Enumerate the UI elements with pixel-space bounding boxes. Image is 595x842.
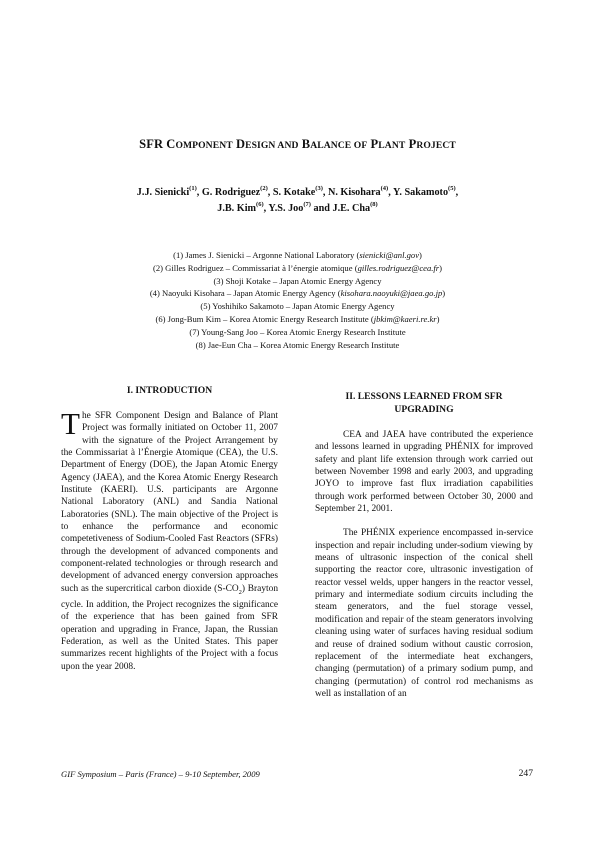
left-column — [61, 384, 278, 673]
affiliation-line: (5) Yoshihiko Sakamoto – Japan Atomic Energy Agency — [200, 301, 395, 312]
affiliation-line: (1) James J. Sienicki – Argonne National Laboratory (sienicki@anl.gov) — [173, 250, 422, 260]
author-name: Y. Sakamoto — [392, 187, 449, 198]
email-link[interactable]: sienicki@anl.gov — [359, 250, 420, 260]
section-heading: I. INTRODUCTION — [126, 385, 213, 396]
author-name: J.J. Sienicki — [136, 187, 190, 198]
author-name: J.E. Cha — [332, 202, 371, 214]
affiliation-line: (3) Shoji Kotake – Japan Atomic Energy Agency — [213, 275, 382, 286]
email-link[interactable]: jbkim@kaeri.re.kr — [373, 313, 437, 324]
author-list: J.J. Sienicki$^{(1)}$, G. Rodriguez$^{(2)}$, S. Kotake$^{(3)}$, N. Kisohara$^{(4)}$, Y. Sakamoto$^{(5)}$, J.B. Kim$^{(6)}$, Y.S. Joo$^{(7)}$ and J.E. Cha$^{(8)}$ — [136, 185, 459, 214]
author-affil-mark: (2) — [260, 185, 268, 192]
author-name: S. Kotake — [272, 187, 316, 198]
author-name: G. Rodriguez — [201, 187, 261, 198]
affiliation-line: (6) Jong-Bum Kim – Korea Atomic Energy Research Institute (jbkim@kaeri.re.kr) — [155, 313, 440, 324]
affiliation-line: (7) Young-Sang Joo – Korea Atomic Energy Research Institute — [189, 326, 406, 337]
affiliation-line: (2) Gilles Rodriguez – Commissariat à l’énergie atomique (gilles.rodriguez@cea.fr) — [152, 262, 443, 273]
author-name: N. Kisohara — [327, 187, 381, 198]
right-column — [315, 390, 533, 700]
author-name: J.B. Kim — [217, 202, 257, 214]
page-number: 247 — [518, 768, 533, 779]
author-affil-mark: (5) — [448, 185, 456, 192]
body-paragraph: The PHÉNIX experience encompassed in-service inspection and repair including under-sodium viewing by means of ultrasonic inspection of the conical shell supporting the reactor core, ultrasonic investigation of reactor vessel welds, upper hangers in the reactor vessel, primary and intermediate sodium circuits including the steam generators, and the fuel storage vessel, modification and repair of the steam generators involving cleaning using water of surfaces having residual sodium and reuse of drained sodium without caustic corrosion, replacement of the intermediate heat exchangers, changing (permutation) of a primary sodium pump, and changing (permutation) of control rod mechanisms as well as installation of an — [315, 528, 533, 699]
footer-conference: GIF Symposium – Paris (France) – 9-10 September, 2009 — [61, 769, 260, 779]
author-affil-mark: (4) — [380, 185, 389, 192]
drop-cap: T — [61, 406, 80, 441]
affiliation-line: (8) Jae-Eun Cha – Korea Atomic Energy Research Institute — [195, 339, 400, 350]
email-link[interactable]: gilles.rodriguez@cea.fr — [357, 262, 440, 273]
section-heading: II. LESSONS LEARNED FROM SFR UPGRADING — [345, 391, 503, 415]
intro-paragraph: The SFR Component Design and Balance of Plant Project was formally initiated on October 11, 2007 with the signature of the Project Arrangement by the Commissariat à l’Énergie Atomique (CEA), the U.S. Department of Energy (DOE), the Japan Atomic Energy Agency (JAEA), and the Korea Atomic Energy Research Institute (KAERI). U.S. participants are Argonne National Laboratory (ANL) and Sandia National Laboratories (SNL). The main objective of the Project is to enhance the performance and economic competetiveness of Sodium-Cooled Fast Reactors (SFRs) through the development of advanced components and component-related technologies or through research and development of advanced energy conversion approaches such as the supercritical carbon dioxide $(S-CO_2)$ Brayton cycle. In addition, the Project recognizes the significance of the experience that has been gained from SFR operation and upgrading in France, Japan, the Russian Federation, as well as the United States. This paper summarizes recent highlights of the Project with a focus upon the year 2008. — [61, 406, 279, 672]
email-link[interactable]: kisohara.naoyuki@jaea.go.jp — [340, 288, 443, 299]
author-affil-mark: (6) — [256, 200, 264, 208]
affiliation-line: (4) Naoyuki Kisohara – Japan Atomic Energy Agency (kisohara.naoyuki@jaea.go.jp) — [149, 288, 446, 299]
paper-title: SFR COMPONENT DESIGN AND BALANCE OF PLANT PROJECT — [139, 137, 456, 151]
body-paragraph: CEA and JAEA have contributed the experience and lessons learned in upgrading PHÉNIX for improved safety and plant life extension through work carried out between November 1998 and early 2003, and upgrading JOYO to improve fast flux irradiation capabilities through work performed between October 30, 2000 and September 21, 2001. — [315, 430, 533, 515]
author-affil-mark: (8) — [370, 200, 378, 208]
author-affil-mark: (7) — [303, 200, 311, 208]
author-affil-mark: (1) — [189, 185, 197, 192]
author-name: Y.S. Joo — [268, 202, 304, 214]
author-affil-mark: (3) — [315, 185, 323, 192]
affiliation-list — [60, 249, 535, 351]
